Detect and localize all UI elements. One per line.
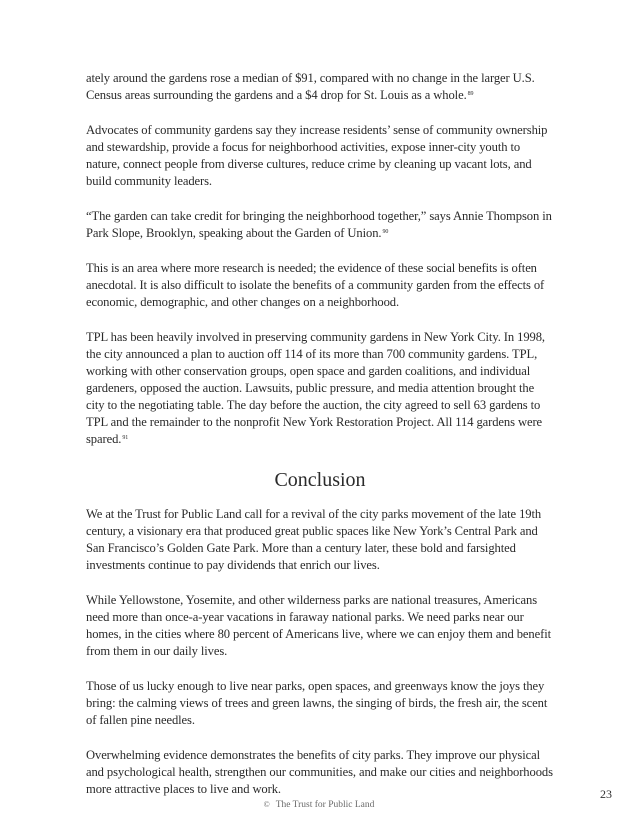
paragraph-text: “The garden can take credit for bringing the neighborhood together,” says Annie Thompson in Park Slope, Brooklyn, speaking about the Garden of Union. [86,209,552,240]
endnote-marker: 89 [467,91,474,97]
paragraph-text: Overwhelming evidence demonstrates the benefits of city parks. They improve our physical and psychological health, strengthen our communities, and make our cities and neighborhoods more attractive places to live and work. [86,748,553,796]
paragraph-text: This is an area where more research is needed; the evidence of these social benefits is often anecdotal. It is also difficult to isolate the benefits of a community garden from the effects of economic, demographic, and other changes on a neighborhood. [86,261,545,309]
body-paragraph-5 [86,329,554,448]
endnote-marker: 90 [382,229,389,235]
copyright-icon: © [263,800,270,809]
paragraph-text: Those of us lucky enough to live near parks, open spaces, and greenways know the joys they bring: the calming views of trees and green lawns, the singing of birds, the fresh air, the scent of fallen pine needles. [86,679,548,727]
paragraph-text: Advocates of community gardens say they increase residents’ sense of community ownership and stewardship, provide a focus for neighborhood activities, expose inner-city youth to nature, connect people from diverse cultures, reduce crime by cleaning up vacant lots, and build community leaders. [86,123,548,188]
conclusion-paragraph-3 [86,678,554,729]
paragraph-text: We at the Trust for Public Land call for a revival of the city parks movement of the late 19th century, a visionary era that produced great public spaces like New York’s Central Park and San Francisco’s Golden Gate Park. More than a century later, these bold and farsighted investments continue to pay dividends that enrich our lives. [86,507,542,572]
paragraph-text: While Yellowstone, Yosemite, and other wilderness parks are national treasures, Americans need more than once-a-year vacations in faraway national parks. We need parks near our homes, in the cities where 80 percent of Americans live, where we can enjoy them and benefit from them in our daily lives. [86,593,551,658]
conclusion-heading: Conclusion [274,469,366,491]
endnote-marker: 91 [122,435,129,441]
conclusion-paragraph-1 [86,506,554,574]
body-paragraph-1 [86,70,554,104]
paragraph-text: TPL has been heavily involved in preserving community gardens in New York City. In 1998, the city announced a plan to auction off 114 of its more than 700 community gardens. TPL, working with other conservation groups, open space and garden coalitions, and individual gardeners, opposed the auction. Lawsuits, public pressure, and media attention brought the city to the negotiating table. The day before the auction, the city agreed to sell 63 gardens to TPL and the remainder to the nonprofit New York Restoration Project. All 114 gardens were spared. [86,330,545,446]
footer-organization: The Trust for Public Land [275,800,375,810]
paragraph-text: ately around the gardens rose a median of $91, compared with no change in the larger U.S. Census areas surrounding the gardens and a $4 drop for St. Louis as a whole. [86,71,535,102]
document-page [86,70,554,816]
body-paragraph-3-quote [86,208,554,242]
body-paragraph-4 [86,260,554,311]
page-footer [0,800,638,810]
conclusion-paragraph-2 [86,592,554,660]
page-number: 23 [600,787,612,801]
conclusion-paragraph-4 [86,747,554,798]
body-paragraph-2 [86,122,554,190]
